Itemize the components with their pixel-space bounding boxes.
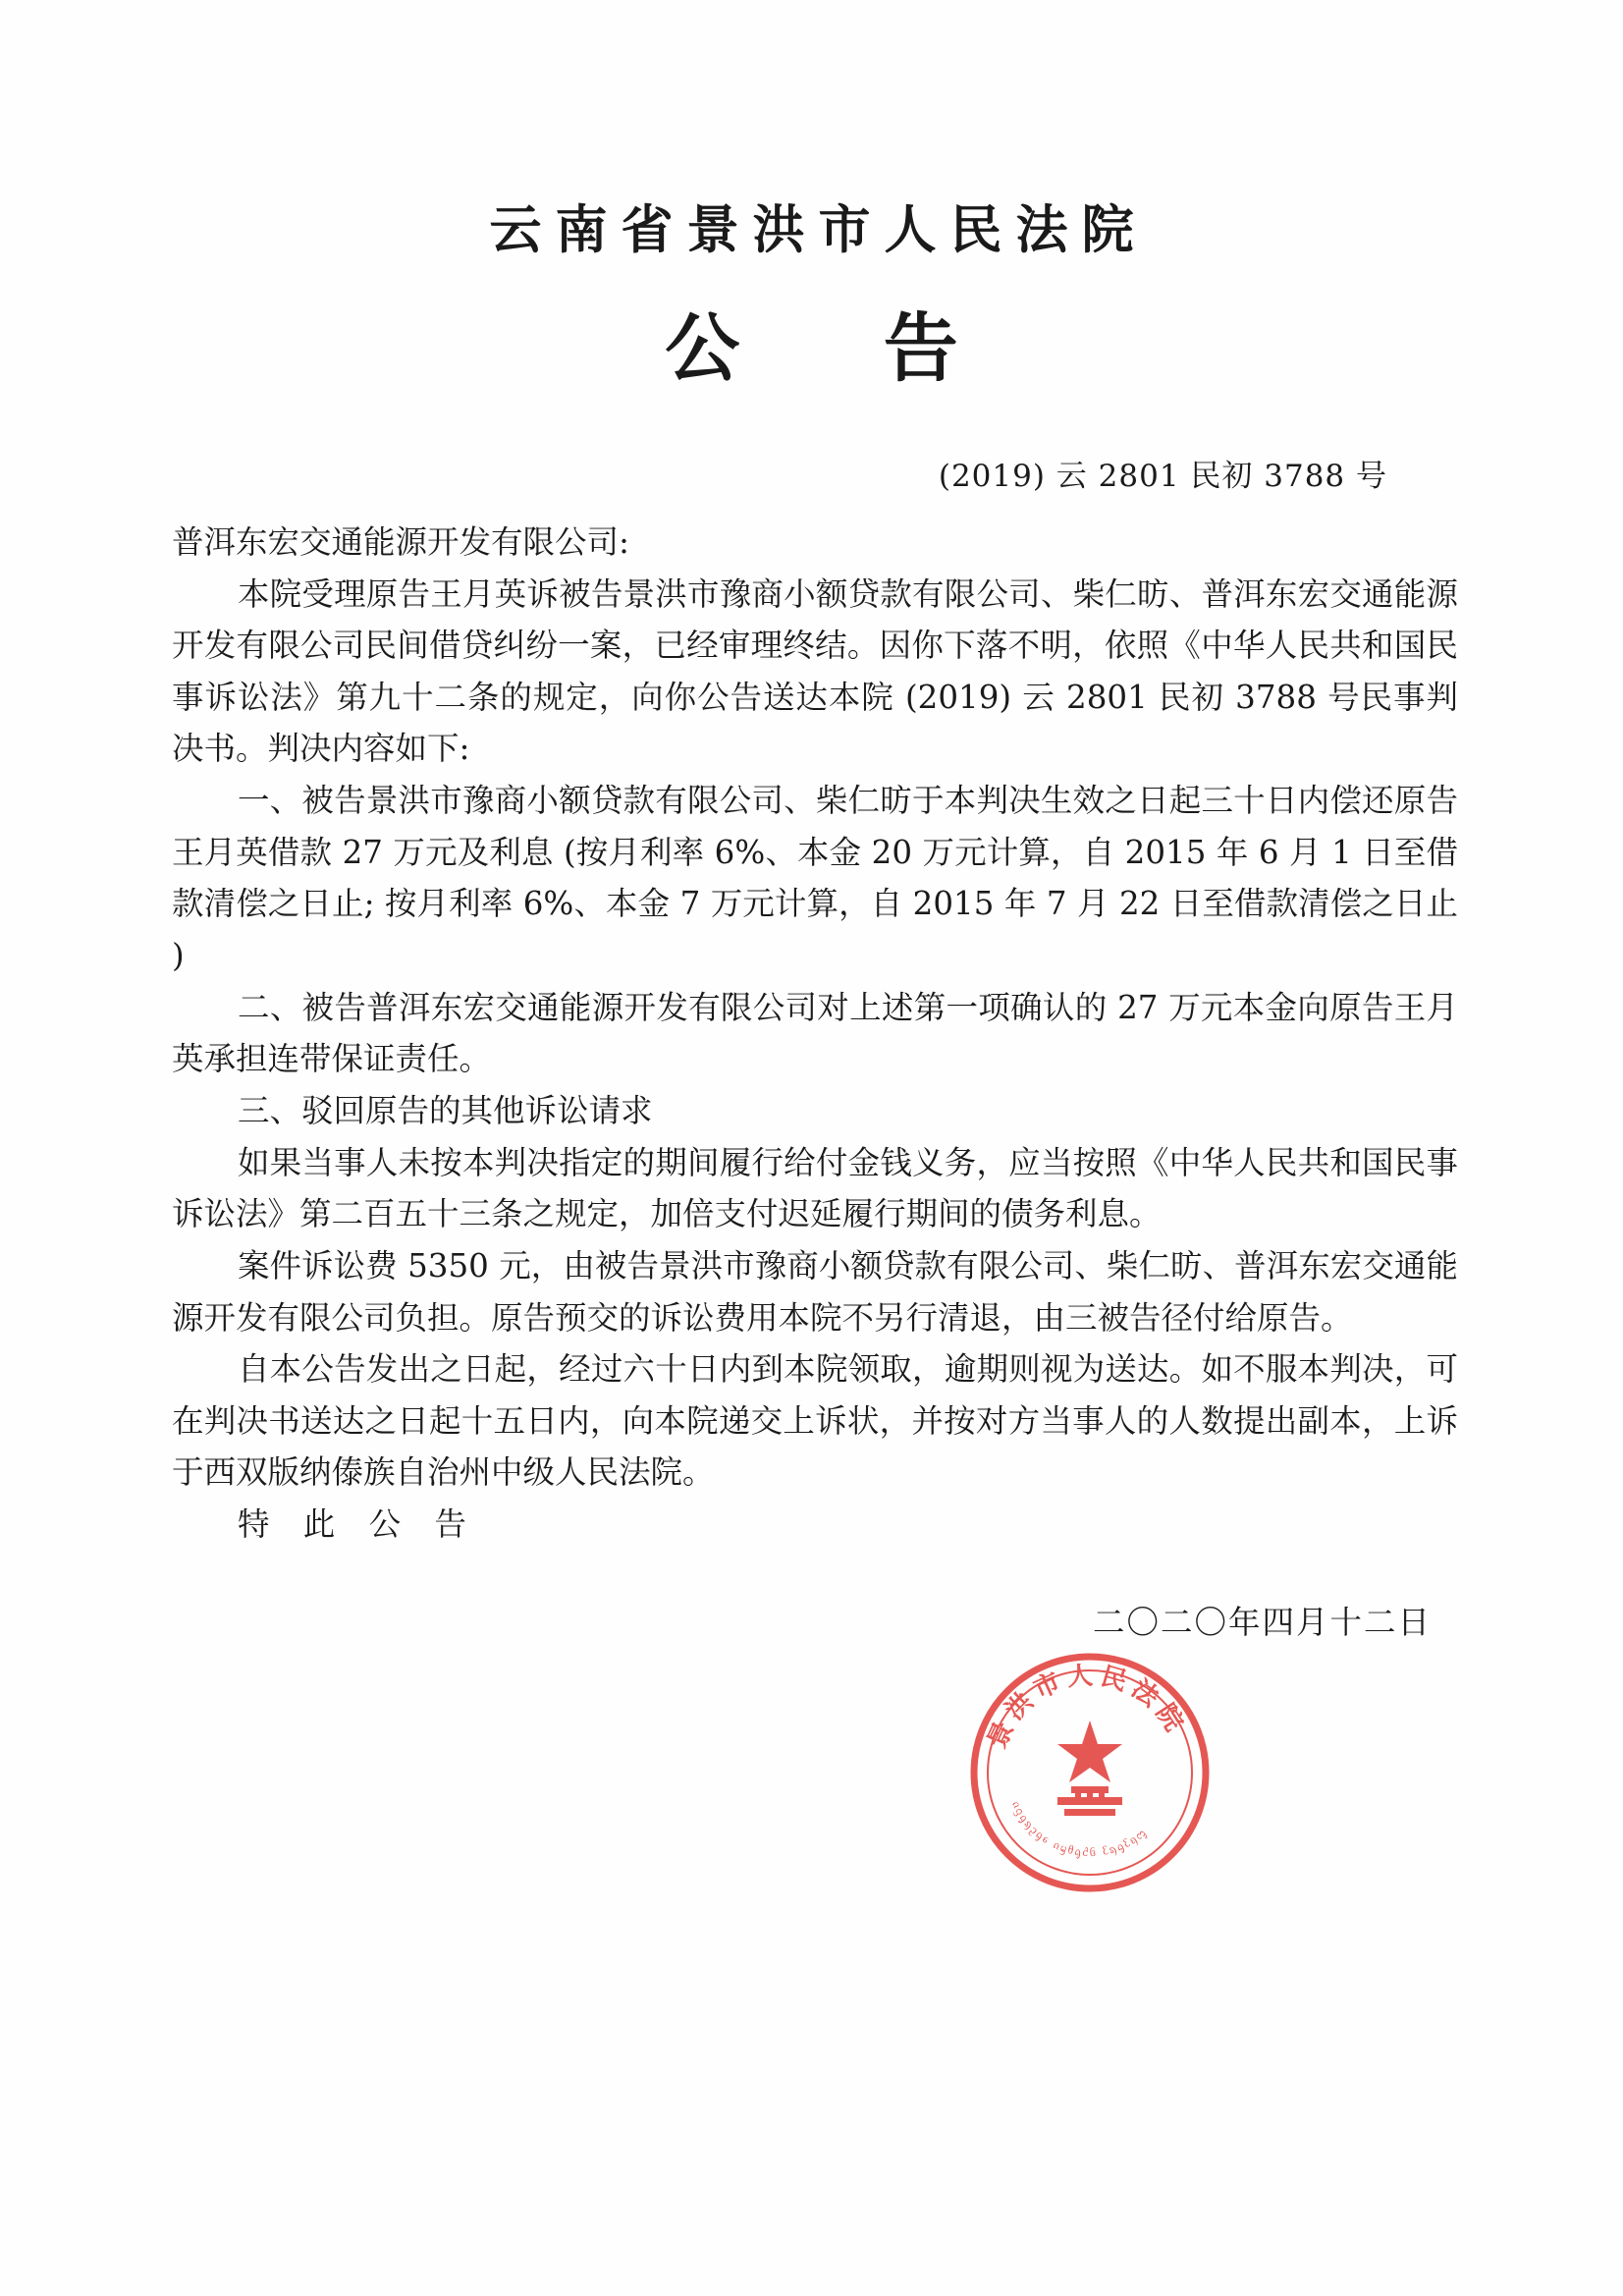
paragraph-interest-clause: 如果当事人未按本判决指定的期间履行给付金钱义务，应当按照《中华人民共和国民事诉讼法》第二百五十三条之规定，加倍支付迟延履行期间的债务利息。 [172,1143,1458,1233]
addressee-line: 普洱东宏交通能源开发有限公司: [172,522,629,561]
paragraph-appeal-notice: 自本公告发出之日起，经过六十日内到本院领取，逾期则视为送达。如不服本判决，可在判决书送达之日起十五日内，向本院递交上诉状，并按对方当事人的人数提出副本，上诉于西双版纳傣族自治州中级人民法院。 [172,1350,1458,1492]
court-seal-icon [967,1650,1213,1895]
document-body [0,517,1623,1551]
special-notice-line: 特 此 公 告 [237,1505,478,1544]
case-number: (2019) 云 2801 民初 3788 号 [938,458,1387,494]
paragraph-judgment-item-3: 三、驳回原告的其他诉讼请求 [237,1091,653,1129]
paragraph-judgment-item-1: 一、被告景洪市豫商小额贷款有限公司、柴仁昉于本判决生效之日起三十日内偿还原告王月英借款 27 万元及利息 (按月利率 6%、本金 20 万元计算，自 2015 年 6 月 1 日至借款清偿之日止; 按月利率 6%、本金 7 万元计算，自 2015 年 7 月 22 日至借款清偿之日止 ) [172,782,1458,975]
svg-text:景洪市人民法院: 景洪市人民法院 [982,1661,1192,1754]
document-type-heading: 公 告 [665,304,1017,393]
svg-text:ᦵᦋᧂᦣᦳᧂᧈ ᦵᦙᦲᧂᦺᦑ ᦷᦣᧂᦷᦏᧅ: ᦵᦋᧂᦣᦳᧂᧈ ᦵᦙᦲᧂᦺᦑ ᦷᦣᧂᦷᦏᧅ [1009,1798,1150,1860]
paragraph-judgment-item-2: 二、被告普洱东宏交通能源开发有限公司对上述第一项确认的 27 万元本金向原告王月英承担连带保证责任。 [172,988,1458,1078]
court-title: 云南省景洪市人民法院 [489,199,1148,260]
paragraph-litigation-fee: 案件诉讼费 5350 元，由被告景洪市豫商小额贷款有限公司、柴仁昉、普洱东宏交通能源开发有限公司负担。原告预交的诉讼费用本院不另行清退，由三被告径付给原告。 [172,1246,1458,1337]
paragraph-1: 本院受理原告王月英诉被告景洪市豫商小额贷款有限公司、柴仁昉、普洱东宏交通能源开发有限公司民间借贷纠纷一案，已经审理终结。因你下落不明，依照《中华人民共和国民事诉讼法》第九十二条的规定，向你公告送达本院 (2019) 云 2801 民初 3788 号民事判决书。判决内容如下: [172,574,1458,768]
issue-date: 二〇二〇年四月十二日 [1092,1603,1432,1641]
